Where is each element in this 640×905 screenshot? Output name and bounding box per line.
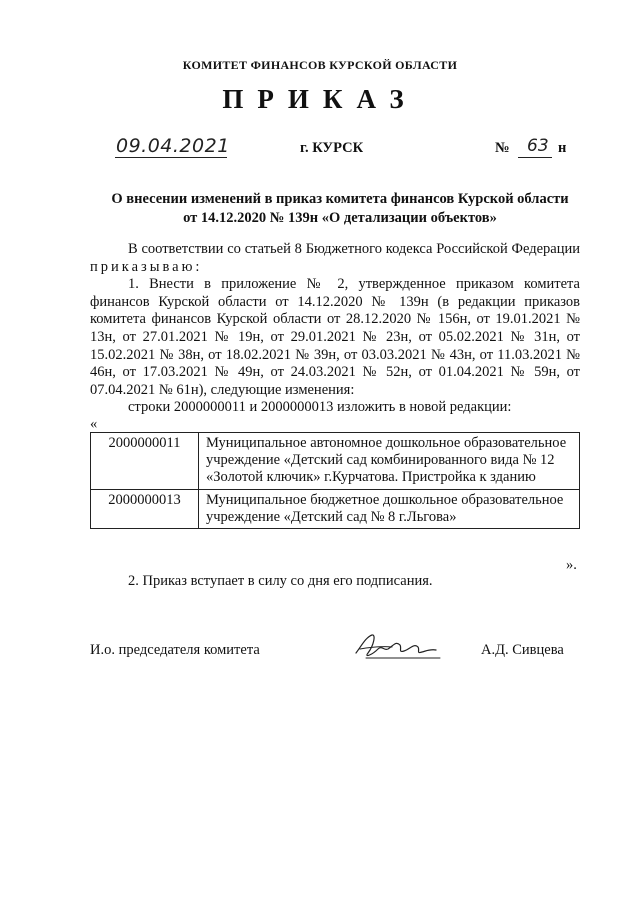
signatory-name: А.Д. Сивцева — [481, 642, 564, 658]
number-suffix: н — [558, 140, 567, 156]
signatory-position: И.о. председателя комитета — [90, 642, 260, 658]
table-row — [91, 489, 580, 528]
handwritten-number: 63 — [527, 136, 549, 156]
row-code: 2000000013 — [91, 489, 199, 528]
number-underline — [518, 157, 552, 158]
document-type-title: ПРИКАЗ — [222, 84, 418, 114]
organization-name: КОМИТЕТ ФИНАНСОВ КУРСКОЙ ОБЛАСТИ — [182, 58, 458, 72]
rows-intro-paragraph: строки 2000000011 и 2000000013 изложить в новой редакции: — [128, 399, 512, 416]
opening-quote: « — [90, 416, 98, 432]
order-word: приказываю: — [90, 258, 203, 275]
row-description: Муниципальное автономное дошкольное образовательное учреждение «Детский сад комбинированного вида № 12 «Золотой ключик» г.Курчатова. Пристройка к зданию — [199, 433, 580, 490]
handwritten-date: 09.04.2021 — [116, 135, 230, 157]
row-code: 2000000011 — [91, 433, 199, 490]
item-1-paragraph: 1. Внести в приложение № 2, утвержденное приказом комитета финансов Курской области от 14.12.2020 № 139н (в редакции приказов комитета финансов Курской области от 28.12.2020 № 156н, от 19.01.2021 № 13н, от 27.01.2021 № 19н, от 29.01.2021 № 23н, от 05.02.2021 № 31н, от 15.02.2021 № 38н, от 18.02.2021 № 39н, от 03.03.2021 № 43н, от 11.03.2021 № 46н, от 17.03.2021 № 49н, от 24.03.2021 № 52н, от 01.04.2021 № 59н, от 07.04.2021 № 61н), следующие изменения: — [90, 276, 580, 398]
preamble-paragraph — [90, 241, 580, 276]
handwritten-signature — [352, 631, 442, 663]
order-subject — [90, 190, 590, 228]
row-description: Муниципальное бюджетное дошкольное образовательное учреждение «Детский сад № 8 г.Льгова» — [199, 489, 580, 528]
date-underline — [115, 157, 227, 158]
closing-quote: ». — [566, 557, 577, 573]
date-city-number-line — [0, 137, 640, 165]
subject-line-2: от 14.12.2020 № 139н «О детализации объектов» — [183, 210, 497, 226]
item-2-paragraph: 2. Приказ вступает в силу со дня его подписания. — [128, 573, 433, 589]
changes-table — [90, 432, 580, 529]
subject-line-1: О внесении изменений в приказ комитета финансов Курской области — [111, 191, 569, 207]
order-body — [90, 241, 580, 417]
number-label: № — [495, 140, 510, 156]
preamble-text: В соответствии со статьей 8 Бюджетного кодекса Российской Федерации — [128, 241, 580, 257]
city: г. КУРСК — [300, 140, 364, 156]
table-row — [91, 433, 580, 490]
